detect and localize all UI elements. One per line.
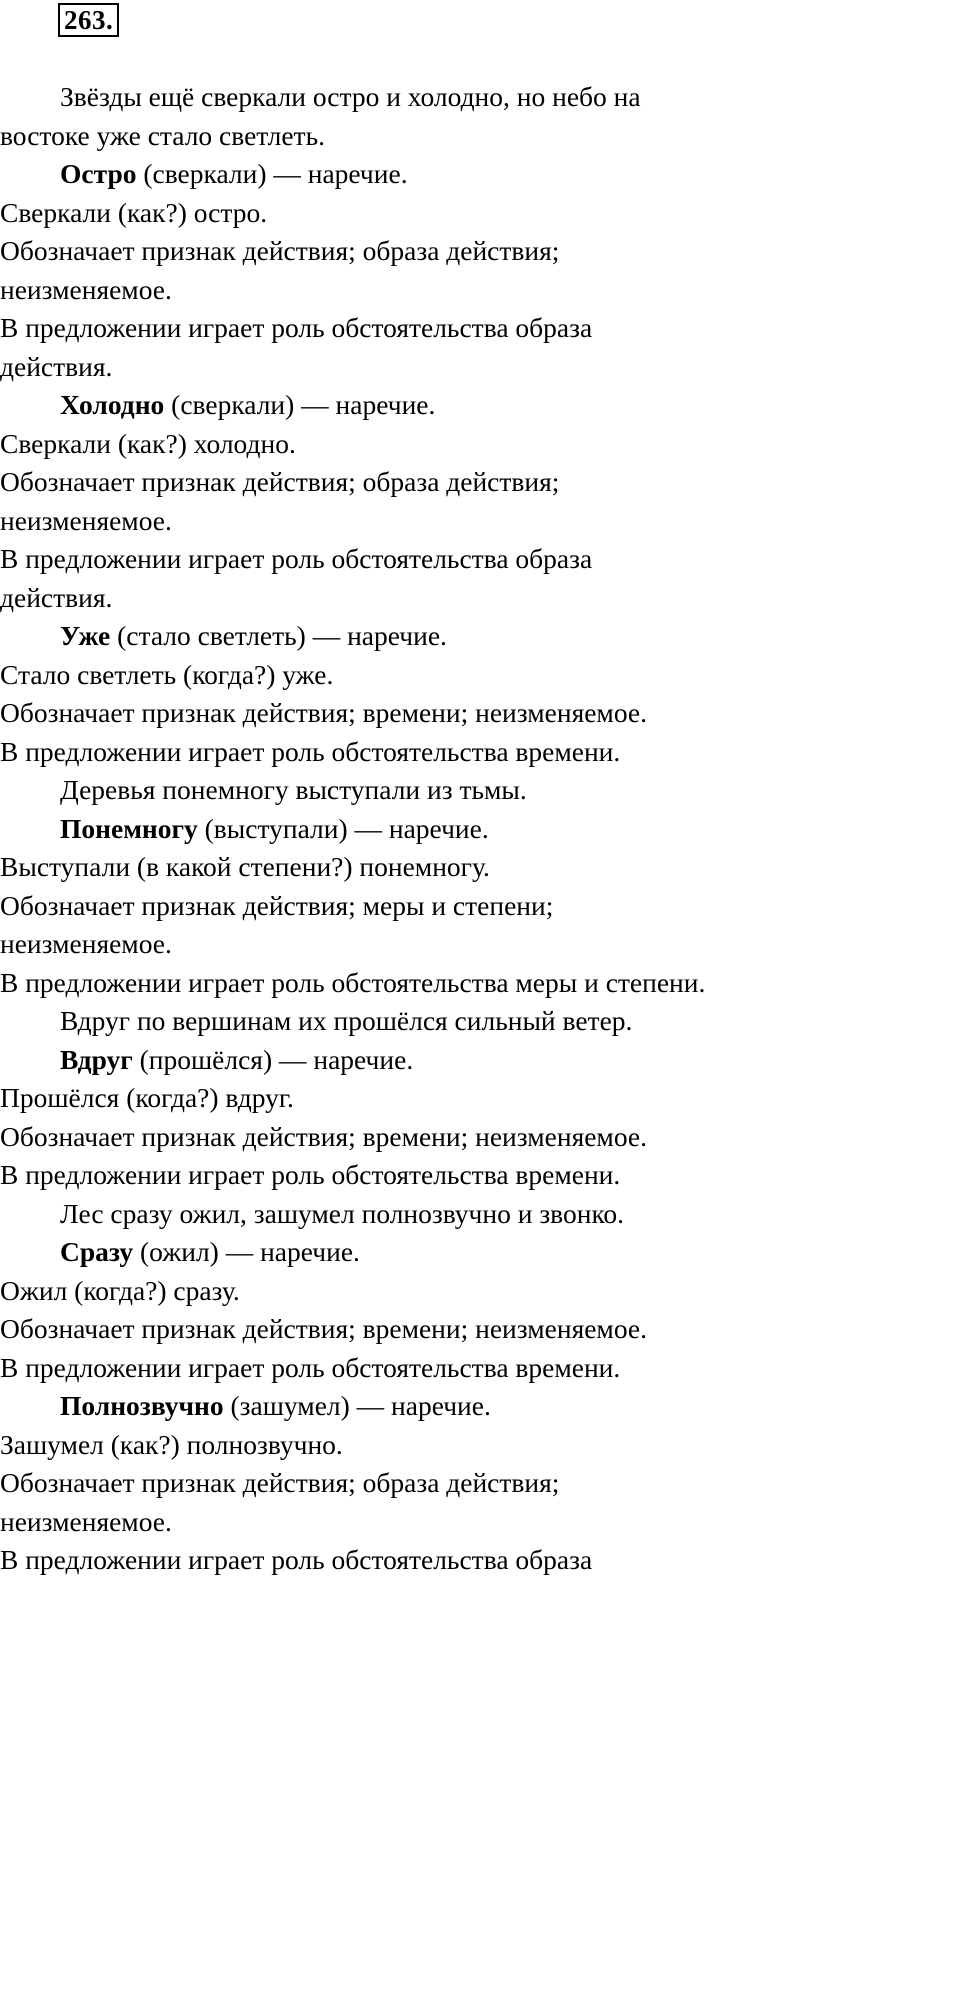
text-line (0, 810, 750, 849)
document-body (0, 78, 750, 1580)
line-text: действия. (0, 350, 113, 382)
text-line (0, 540, 750, 579)
line-text: Обозначает признак действия; образа действия; (0, 1467, 560, 1498)
line-text: неизменяемое. (0, 928, 172, 959)
line-text: Сверкали (как?) остро. (0, 196, 268, 228)
text-line (0, 656, 750, 695)
line-text: Сверкали (как?) холодно. (0, 427, 296, 459)
line-text: (сверкали) — наречие. (136, 158, 408, 189)
line-text: Зашумел (как?) полнозвучно. (0, 1428, 343, 1460)
line-text: Обозначает признак действия; образа действия; (0, 235, 560, 266)
text-line (0, 309, 750, 348)
text-line (0, 425, 750, 464)
text-line (0, 887, 750, 926)
line-text: действия. (0, 581, 113, 613)
text-line (0, 1464, 750, 1503)
text-line (0, 463, 750, 502)
line-text: (ожил) — наречие. (133, 1236, 360, 1267)
text-line (0, 1233, 750, 1272)
exercise-number: 263. (58, 3, 119, 37)
text-line (0, 1002, 750, 1041)
text-line (0, 271, 750, 310)
text-line (0, 1118, 750, 1157)
line-text: Стало светлеть (когда?) уже. (0, 658, 334, 690)
line-text: Обозначает признак действия; времени; неизменяемое. (0, 697, 647, 728)
line-text: Обозначает признак действия; времени; неизменяемое. (0, 1120, 647, 1152)
line-text: востоке уже стало светлеть. (0, 119, 325, 151)
text-line (0, 1156, 750, 1195)
text-line (0, 386, 750, 425)
line-text: Обозначает признак действия; образа действия; (0, 466, 560, 497)
line-text: (выступали) — наречие. (197, 812, 489, 844)
line-text: неизменяемое. (0, 504, 172, 536)
analyzed-word: Уже (60, 620, 111, 651)
text-line (0, 117, 750, 156)
line-text: Звёзды ещё сверкали остро и холодно, но небо на (60, 81, 641, 112)
text-line (0, 1387, 750, 1426)
text-line (0, 617, 750, 656)
line-text: (зашумел) — наречие. (223, 1390, 491, 1421)
analyzed-word: Понемногу (60, 812, 198, 844)
text-line (0, 78, 750, 117)
line-text: (сверкали) — наречие. (164, 389, 436, 420)
text-line (0, 771, 750, 810)
text-line (0, 694, 750, 733)
line-text: Вдруг по вершинам их прошёлся сильный ветер. (60, 1005, 633, 1036)
text-line (0, 848, 750, 887)
text-line (0, 232, 750, 271)
line-text: Ожил (когда?) сразу. (0, 1274, 240, 1306)
line-text: Деревья понемногу выступали из тьмы. (60, 774, 527, 805)
line-text: Лес сразу ожил, зашумел полнозвучно и звонко. (60, 1197, 625, 1229)
line-text: В предложении играет роль обстоятельства времени. (0, 735, 621, 767)
line-text: неизменяемое. (0, 273, 172, 305)
text-line (0, 1195, 750, 1234)
line-text: Выступали (в какой степени?) понемногу. (0, 851, 490, 882)
text-line (0, 733, 750, 772)
text-line (0, 1079, 750, 1118)
text-line (0, 348, 750, 387)
line-text: В предложении играет роль обстоятельства образа (0, 543, 593, 574)
text-line (0, 925, 750, 964)
text-line (0, 1541, 750, 1580)
text-line (0, 1503, 750, 1542)
text-line (0, 1426, 750, 1465)
analyzed-word: Остро (60, 158, 137, 189)
text-line (0, 579, 750, 618)
line-text: В предложении играет роль обстоятельства времени. (0, 1159, 621, 1190)
line-text: В предложении играет роль обстоятельства времени. (0, 1351, 621, 1383)
line-text: В предложении играет роль обстоятельства образа (0, 1544, 593, 1575)
text-line (0, 1272, 750, 1311)
text-line (0, 964, 750, 1003)
line-text: В предложении играет роль обстоятельства меры и степени. (0, 966, 706, 998)
line-text: Прошёлся (когда?) вдруг. (0, 1082, 294, 1113)
analyzed-word: Холодно (60, 389, 165, 420)
line-text: Обозначает признак действия; меры и степени; (0, 889, 554, 921)
analyzed-word: Полнозвучно (60, 1390, 224, 1421)
text-line (0, 155, 750, 194)
analyzed-word: Сразу (60, 1236, 134, 1267)
text-line (0, 194, 750, 233)
text-line (0, 1041, 750, 1080)
analyzed-word: Вдруг (60, 1043, 133, 1075)
line-text: (прошёлся) — наречие. (132, 1043, 414, 1075)
line-text: Обозначает признак действия; времени; неизменяемое. (0, 1313, 647, 1344)
line-text: (стало светлеть) — наречие. (110, 620, 447, 651)
text-line (0, 502, 750, 541)
text-line (0, 1310, 750, 1349)
text-line (0, 1349, 750, 1388)
line-text: В предложении играет роль обстоятельства образа (0, 312, 593, 343)
line-text: неизменяемое. (0, 1505, 172, 1537)
